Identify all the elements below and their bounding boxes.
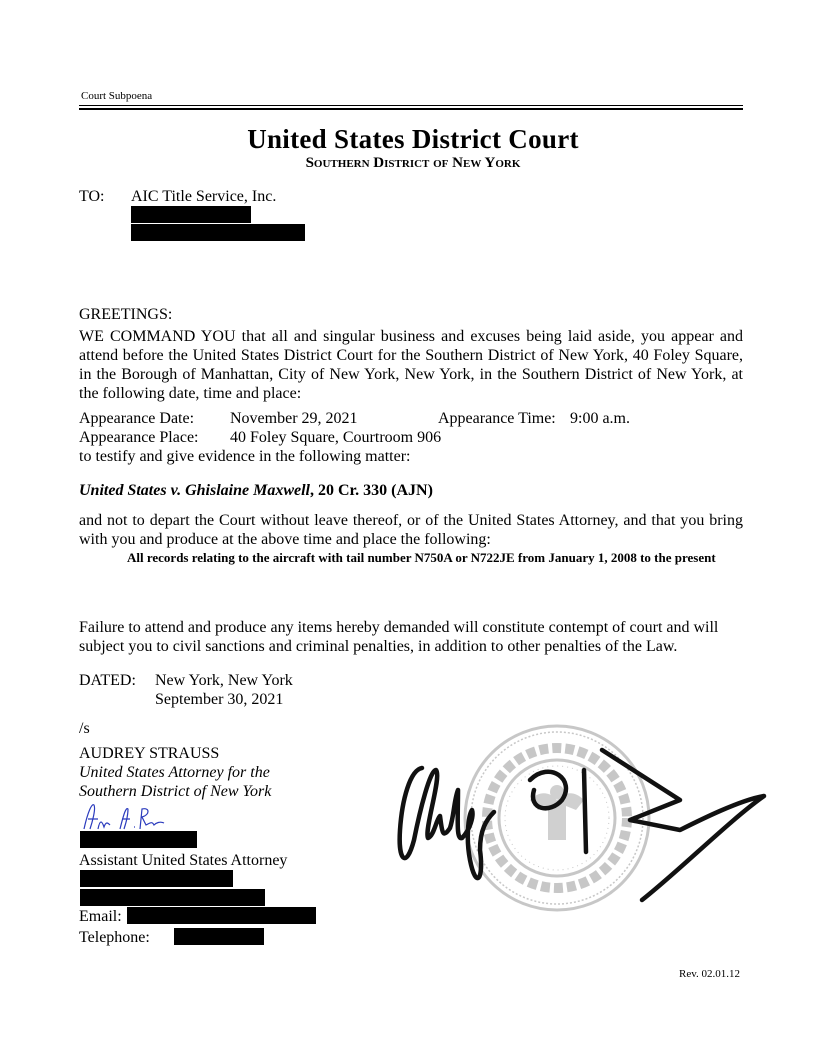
- greeting: GREETINGS:: [79, 306, 173, 323]
- appearance-date-label: Appearance Date:: [79, 410, 195, 427]
- assistant-title: Assistant United States Attorney: [79, 852, 288, 869]
- court-district: Southern District of New York: [305, 155, 521, 171]
- header-rule-top: [79, 105, 743, 106]
- case-name: United States v. Ghislaine Maxwell: [79, 482, 310, 499]
- redaction-telephone: [174, 928, 264, 945]
- redaction-email: [127, 907, 316, 924]
- testify-text: to testify and give evidence in the following matter:: [79, 448, 411, 465]
- redaction-address-1: [131, 206, 251, 223]
- failure-paragraph: Failure to attend and produce any items hereby demanded will constitute contempt of court and will subject you to civil sanctions and criminal penalties, in addition to other penalties of the Law.: [79, 619, 719, 655]
- email-row: [79, 907, 379, 926]
- appearance-place: 40 Foley Square, Courtroom 906: [230, 429, 442, 446]
- redaction-address-2: [131, 224, 305, 241]
- recipient-row: [79, 187, 743, 206]
- recipient-name: AIC Title Service, Inc.: [131, 188, 277, 205]
- dated-row: [79, 671, 743, 690]
- appearance-place-label: Appearance Place:: [79, 429, 199, 446]
- signature-block: [79, 719, 379, 947]
- header-rule-bottom: [79, 108, 743, 110]
- signer-name: AUDREY STRAUSS: [79, 745, 220, 762]
- redaction-address-line-2: [80, 889, 265, 906]
- header-label: Court Subpoena: [81, 90, 153, 102]
- dated-place: New York, New York: [155, 672, 293, 689]
- appearance-time: 9:00 a.m.: [570, 410, 630, 427]
- court-seal-and-clerk-signature: [380, 720, 780, 920]
- signer-title-2: Southern District of New York: [79, 783, 272, 800]
- redaction-address-line-1: [80, 870, 233, 887]
- revision-number: Rev. 02.01.12: [679, 968, 741, 980]
- telephone-row: [79, 928, 379, 947]
- dated-date: September 30, 2021: [155, 691, 284, 708]
- to-label: TO:: [79, 188, 105, 205]
- email-label: Email:: [79, 908, 122, 925]
- redaction-ausa-name: [80, 831, 197, 848]
- appearance-row-1: [79, 409, 743, 428]
- case-number: , 20 Cr. 330 (AJN): [309, 482, 433, 499]
- command-paragraph: WE COMMAND YOU that all and singular business and excuses being laid aside, you appear and attend before the United States District Court for the Southern District of New York, 40 Foley Square, in the Borough of Manhattan, City of New York, New York, in the Southern District of New York, at the following date, time and place:: [79, 328, 743, 402]
- dated-label: DATED:: [79, 672, 136, 689]
- telephone-label: Telephone:: [79, 929, 150, 946]
- slash-s: /s: [79, 720, 90, 737]
- signer-title-1: United States Attorney for the: [79, 764, 270, 781]
- appearance-time-label: Appearance Time:: [438, 410, 556, 427]
- clerk-signature: [400, 750, 764, 900]
- appearance-date: November 29, 2021: [230, 410, 358, 427]
- court-title: United States District Court: [247, 124, 579, 154]
- ausa-signature: [80, 801, 165, 831]
- appearance-row-2: [79, 428, 743, 447]
- produce-paragraph: and not to depart the Court without leave thereof, or of the United States Attorney, and that you bring with you and produce at the above time and place the following:: [79, 512, 743, 548]
- court-seal-icon: [465, 726, 649, 910]
- case-caption: [79, 481, 743, 500]
- records-requested: All records relating to the aircraft with tail number N750A or N722JE from January 1, 2008 to the present: [127, 550, 716, 565]
